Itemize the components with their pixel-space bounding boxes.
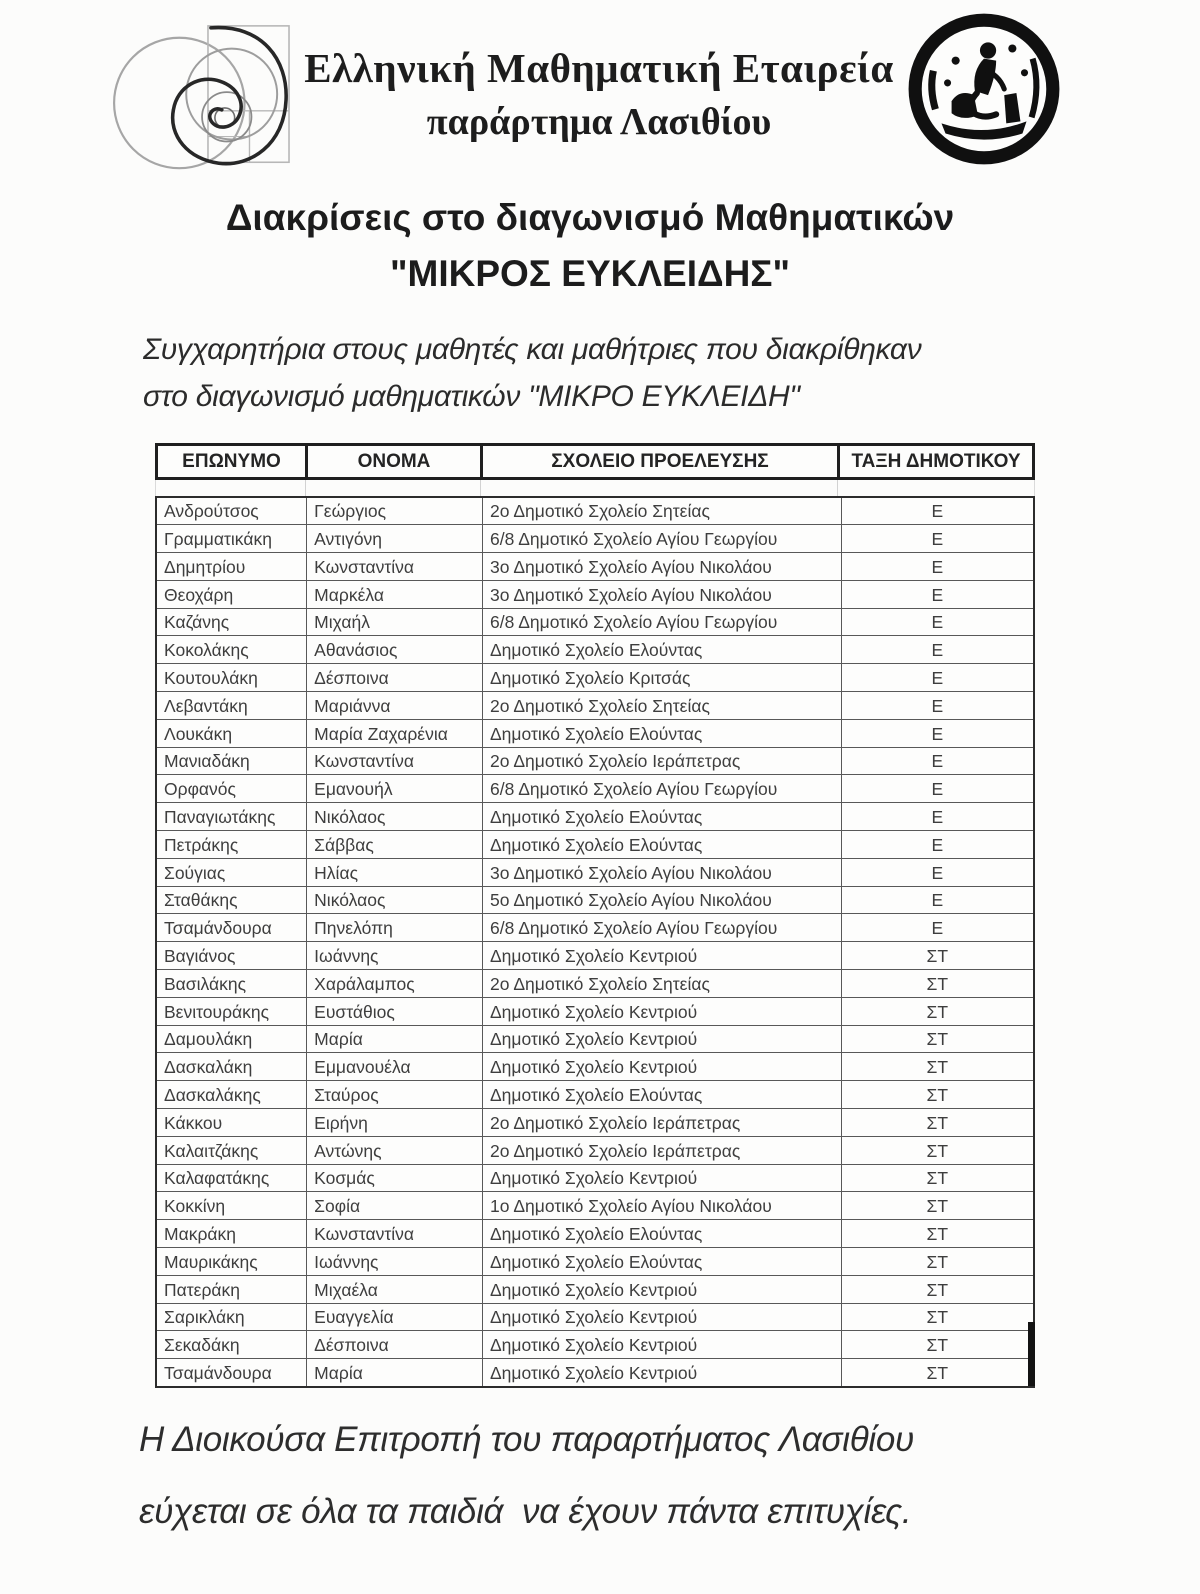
- table-row: [156, 803, 1034, 831]
- school-cell: Δημοτικό Σχολείο Κεντριού: [482, 942, 841, 970]
- school-cell: 2ο Δημοτικό Σχολείο Ιεράπετρας: [482, 747, 841, 775]
- page-title-line1: Διακρίσεις στο διαγωνισμό Μαθηματικών: [225, 197, 955, 238]
- header-body-gap: [155, 480, 1035, 496]
- grade-cell: Ε: [841, 831, 1034, 859]
- surname-cell: Σεκαδάκη: [156, 1331, 307, 1359]
- table-row: [156, 1109, 1034, 1137]
- school-cell: 3ο Δημοτικό Σχολείο Αγίου Νικολάου: [482, 580, 841, 608]
- school-cell: Δημοτικό Σχολείο Κεντριού: [482, 1303, 841, 1331]
- surname-cell: Μανιαδάκη: [156, 747, 307, 775]
- table-header-row: [155, 443, 1035, 480]
- grade-cell: ΣΤ: [841, 1275, 1034, 1303]
- firstname-cell: Ηλίας: [307, 858, 483, 886]
- school-cell: Δημοτικό Σχολείο Ελούντας: [482, 1081, 841, 1109]
- school-cell: 2ο Δημοτικό Σχολείο Σητείας: [482, 692, 841, 720]
- firstname-cell: Σάββας: [307, 831, 483, 859]
- surname-cell: Καζάνης: [156, 608, 307, 636]
- grade-cell: ΣΤ: [841, 1248, 1034, 1276]
- grade-cell: ΣΤ: [841, 1220, 1034, 1248]
- grade-cell: Ε: [841, 580, 1034, 608]
- school-cell: Δημοτικό Σχολείο Ελούντας: [482, 719, 841, 747]
- firstname-cell: Μαριάννα: [307, 692, 483, 720]
- firstname-cell: Κωνσταντίνα: [307, 1220, 483, 1248]
- firstname-cell: Μαρία: [307, 1359, 483, 1387]
- grade-cell: ΣΤ: [841, 1192, 1034, 1220]
- surname-cell: Σταθάκης: [156, 886, 307, 914]
- header-school: ΣΧΟΛΕΙΟ ΠΡΟΕΛΕΥΣΗΣ: [483, 446, 840, 477]
- school-cell: 2ο Δημοτικό Σχολείο Ιεράπετρας: [482, 1109, 841, 1137]
- table-row: [156, 747, 1034, 775]
- surname-cell: Πετράκης: [156, 831, 307, 859]
- surname-cell: Δασκαλάκη: [156, 1053, 307, 1081]
- firstname-cell: Αθανάσιος: [307, 636, 483, 664]
- table-row: [156, 664, 1034, 692]
- firstname-cell: Ιωάννης: [307, 942, 483, 970]
- firstname-cell: Ιωάννης: [307, 1248, 483, 1276]
- school-cell: 6/8 Δημοτικό Σχολείο Αγίου Γεωργίου: [482, 608, 841, 636]
- firstname-cell: Μαρία: [307, 1025, 483, 1053]
- page-title-line2: "ΜΙΚΡΟΣ ΕΥΚΛΕΙΔΗΣ": [389, 253, 791, 294]
- school-cell: Δημοτικό Σχολείο Κριτσάς: [482, 664, 841, 692]
- firstname-cell: Χαράλαμπος: [307, 970, 483, 998]
- firstname-cell: Σταύρος: [307, 1081, 483, 1109]
- grade-cell: ΣΤ: [841, 970, 1034, 998]
- grade-cell: ΣΤ: [841, 1331, 1034, 1359]
- school-cell: Δημοτικό Σχολείο Κεντριού: [482, 1275, 841, 1303]
- table-row: [156, 775, 1034, 803]
- page-title: [0, 190, 1180, 302]
- school-cell: Δημοτικό Σχολείο Κεντριού: [482, 1053, 841, 1081]
- table-row: [156, 608, 1034, 636]
- school-cell: Δημοτικό Σχολείο Ελούντας: [482, 636, 841, 664]
- grade-cell: Ε: [841, 803, 1034, 831]
- school-cell: Δημοτικό Σχολείο Κεντριού: [482, 1331, 841, 1359]
- intro-line2: στο διαγωνισμό μαθηματικών "ΜΙΚΡΟ ΕΥΚΛΕΙΔΗ": [143, 380, 800, 413]
- surname-cell: Βαγιάνος: [156, 942, 307, 970]
- grade-cell: Ε: [841, 692, 1034, 720]
- table-row: [156, 1331, 1034, 1359]
- school-cell: Δημοτικό Σχολείο Ελούντας: [482, 1248, 841, 1276]
- firstname-cell: Γεώργιος: [307, 497, 483, 525]
- school-cell: 2ο Δημοτικό Σχολείο Σητείας: [482, 497, 841, 525]
- firstname-cell: Κοσμάς: [307, 1164, 483, 1192]
- table-row: [156, 1248, 1034, 1276]
- table-row: [156, 525, 1034, 553]
- school-cell: 6/8 Δημοτικό Σχολείο Αγίου Γεωργίου: [482, 775, 841, 803]
- grade-cell: ΣΤ: [841, 1053, 1034, 1081]
- ancient-coin-seal-icon: [903, 8, 1065, 170]
- grade-cell: Ε: [841, 914, 1034, 942]
- header-surname: ΕΠΩΝΥΜΟ: [158, 446, 308, 477]
- grade-cell: ΣΤ: [841, 1359, 1034, 1387]
- header-grade: ΤΑΞΗ ΔΗΜΟΤΙΚΟΥ: [851, 450, 1021, 472]
- surname-cell: Τσαμάνδουρα: [156, 914, 307, 942]
- table-row: [156, 1275, 1034, 1303]
- org-name: Ελληνική Μαθηματική Εταιρεία: [304, 45, 894, 91]
- surname-cell: Δαμουλάκη: [156, 1025, 307, 1053]
- table-row: [156, 914, 1034, 942]
- grade-cell: Ε: [841, 747, 1034, 775]
- intro-paragraph: [143, 326, 1043, 420]
- firstname-cell: Αντιγόνη: [307, 525, 483, 553]
- grade-cell: Ε: [841, 775, 1034, 803]
- firstname-cell: Κωνσταντίνα: [307, 553, 483, 581]
- surname-cell: Σούγιας: [156, 858, 307, 886]
- firstname-cell: Εμμανουέλα: [307, 1053, 483, 1081]
- school-cell: 3ο Δημοτικό Σχολείο Αγίου Νικολάου: [482, 858, 841, 886]
- firstname-cell: Σοφία: [307, 1192, 483, 1220]
- surname-cell: Κοκολάκης: [156, 636, 307, 664]
- table-row: [156, 636, 1034, 664]
- surname-cell: Καλαιτζάκης: [156, 1136, 307, 1164]
- grade-cell: Ε: [841, 525, 1034, 553]
- table-row: [156, 1081, 1034, 1109]
- school-cell: Δημοτικό Σχολείο Ελούντας: [482, 831, 841, 859]
- school-cell: Δημοτικό Σχολείο Ελούντας: [482, 1220, 841, 1248]
- grade-cell: Ε: [841, 858, 1034, 886]
- grade-cell: ΣΤ: [841, 1109, 1034, 1137]
- school-cell: Δημοτικό Σχολείο Κεντριού: [482, 1164, 841, 1192]
- firstname-cell: Κωνσταντίνα: [307, 747, 483, 775]
- surname-cell: Κάκκου: [156, 1109, 307, 1137]
- grade-cell: Ε: [841, 608, 1034, 636]
- closing-paragraph: [139, 1404, 1099, 1548]
- firstname-cell: Ειρήνη: [307, 1109, 483, 1137]
- surname-cell: Θεοχάρη: [156, 580, 307, 608]
- grade-cell: ΣΤ: [841, 942, 1034, 970]
- surname-cell: Παναγιωτάκης: [156, 803, 307, 831]
- surname-cell: Σαρικλάκη: [156, 1303, 307, 1331]
- table-row: [156, 692, 1034, 720]
- surname-cell: Γραμματικάκη: [156, 525, 307, 553]
- surname-cell: Δημητρίου: [156, 553, 307, 581]
- table-row: [156, 497, 1034, 525]
- grade-cell: ΣΤ: [841, 1025, 1034, 1053]
- firstname-cell: Εμανουήλ: [307, 775, 483, 803]
- intro-line1: Συγχαρητήρια στους μαθητές και μαθήτριες που διακρίθηκαν: [143, 333, 922, 366]
- school-cell: Δημοτικό Σχολείο Κεντριού: [482, 1359, 841, 1387]
- school-cell: Δημοτικό Σχολείο Κεντριού: [482, 1025, 841, 1053]
- firstname-cell: Μαρκέλα: [307, 580, 483, 608]
- table-row: [156, 580, 1034, 608]
- table-row: [156, 1164, 1034, 1192]
- surname-cell: Λουκάκη: [156, 719, 307, 747]
- firstname-cell: Ευστάθιος: [307, 997, 483, 1025]
- surname-cell: Βασιλάκης: [156, 970, 307, 998]
- closing-line1: Η Διοικούσα Επιτροπή του παραρτήματος Λασιθίου: [139, 1420, 914, 1459]
- surname-cell: Ανδρούτσος: [156, 497, 307, 525]
- surname-cell: Βενιτουράκης: [156, 997, 307, 1025]
- firstname-cell: Δέσποινα: [307, 1331, 483, 1359]
- school-cell: 6/8 Δημοτικό Σχολείο Αγίου Γεωργίου: [482, 525, 841, 553]
- surname-cell: Πατεράκη: [156, 1275, 307, 1303]
- surname-cell: Καλαφατάκης: [156, 1164, 307, 1192]
- grade-cell: ΣΤ: [841, 1081, 1034, 1109]
- grade-cell: Ε: [841, 497, 1034, 525]
- surname-cell: Μαυρικάκης: [156, 1248, 307, 1276]
- closing-line2: εύχεται σε όλα τα παιδιά να έχουν πάντα επιτυχίες.: [139, 1492, 912, 1531]
- table-row: [156, 719, 1034, 747]
- school-cell: 6/8 Δημοτικό Σχολείο Αγίου Γεωργίου: [482, 914, 841, 942]
- org-branch: παράρτημα Λασιθίου: [426, 101, 772, 143]
- school-cell: 5ο Δημοτικό Σχολείο Αγίου Νικολάου: [482, 886, 841, 914]
- firstname-cell: Νικόλαος: [307, 886, 483, 914]
- results-table: [155, 443, 1035, 1388]
- table-row: [156, 1359, 1034, 1387]
- firstname-cell: Νικόλαος: [307, 803, 483, 831]
- grade-cell: Ε: [841, 719, 1034, 747]
- grade-cell: ΣΤ: [841, 997, 1034, 1025]
- table-row: [156, 942, 1034, 970]
- firstname-cell: Μιχαήλ: [307, 608, 483, 636]
- table-row: [156, 1192, 1034, 1220]
- school-cell: 3ο Δημοτικό Σχολείο Αγίου Νικολάου: [482, 553, 841, 581]
- surname-cell: Δασκαλάκης: [156, 1081, 307, 1109]
- surname-cell: Μακράκη: [156, 1220, 307, 1248]
- school-cell: Δημοτικό Σχολείο Κεντριού: [482, 997, 841, 1025]
- golden-spiral-logo-icon: [112, 16, 300, 184]
- table-row: [156, 886, 1034, 914]
- surname-cell: Τσαμάνδουρα: [156, 1359, 307, 1387]
- table-row: [156, 997, 1034, 1025]
- table-row: [156, 831, 1034, 859]
- surname-cell: Κουτουλάκη: [156, 664, 307, 692]
- results-tbody: [156, 497, 1034, 1387]
- grade-cell: Ε: [841, 886, 1034, 914]
- surname-cell: Κοκκίνη: [156, 1192, 307, 1220]
- table-row: [156, 1053, 1034, 1081]
- grade-cell: ΣΤ: [841, 1136, 1034, 1164]
- grade-cell: ΣΤ: [841, 1303, 1034, 1331]
- header-firstname: ΟΝΟΜΑ: [308, 446, 483, 477]
- table-row: [156, 970, 1034, 998]
- table-row: [156, 1025, 1034, 1053]
- grade-cell: Ε: [841, 553, 1034, 581]
- table-row: [156, 1220, 1034, 1248]
- school-cell: Δημοτικό Σχολείο Ελούντας: [482, 803, 841, 831]
- surname-cell: Ορφανός: [156, 775, 307, 803]
- grade-cell: ΣΤ: [841, 1164, 1034, 1192]
- table-row: [156, 1136, 1034, 1164]
- school-cell: 2ο Δημοτικό Σχολείο Ιεράπετρας: [482, 1136, 841, 1164]
- table-row: [156, 1303, 1034, 1331]
- grade-cell: Ε: [841, 664, 1034, 692]
- firstname-cell: Αντώνης: [307, 1136, 483, 1164]
- table-row: [156, 553, 1034, 581]
- firstname-cell: Ευαγγελία: [307, 1303, 483, 1331]
- results-body-table: [155, 496, 1035, 1388]
- school-cell: 1ο Δημοτικό Σχολείο Αγίου Νικολάου: [482, 1192, 841, 1220]
- school-cell: 2ο Δημοτικό Σχολείο Σητείας: [482, 970, 841, 998]
- grade-cell: Ε: [841, 636, 1034, 664]
- firstname-cell: Δέσποινα: [307, 664, 483, 692]
- scan-artifact-bar: [1028, 1322, 1035, 1386]
- firstname-cell: Μιχαέλα: [307, 1275, 483, 1303]
- surname-cell: Λεβαντάκη: [156, 692, 307, 720]
- firstname-cell: Πηνελόπη: [307, 914, 483, 942]
- firstname-cell: Μαρία Ζαχαρένια: [307, 719, 483, 747]
- organization-title: [288, 44, 910, 144]
- table-row: [156, 858, 1034, 886]
